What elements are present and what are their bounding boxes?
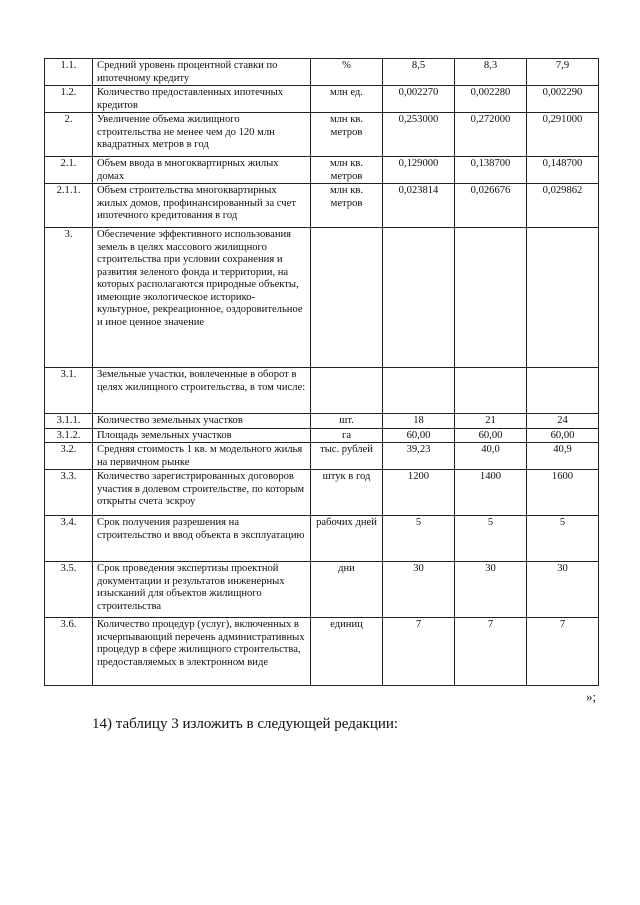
closing-quote: »;	[586, 689, 597, 704]
row-value-2: 5	[455, 516, 527, 562]
row-value-3: 30	[527, 562, 599, 618]
row-number: 3.3.	[45, 470, 93, 516]
row-unit: млн ед.	[311, 86, 383, 113]
row-value-1	[383, 368, 455, 414]
row-number: 3.4.	[45, 516, 93, 562]
row-value-3: 60,00	[527, 428, 599, 443]
table-row	[45, 86, 599, 113]
row-unit: штук в год	[311, 470, 383, 516]
row-name: Обеспечение эффективного использования земель в целях массового жилищного строительства при условии сохранения и развития зеленого фонда и территории, на которых располагаются природные объекты, имеющие экологическое историко-культурное, рекреационное, оздоровительное и иное ценное значение	[93, 228, 311, 368]
indicators-table-body	[45, 59, 599, 686]
row-value-2	[455, 228, 527, 368]
row-value-3: 5	[527, 516, 599, 562]
row-name: Увеличение объема жилищного строительства не менее чем до 120 млн квадратных метров в год	[93, 113, 311, 157]
row-name: Средняя стоимость 1 кв. м модельного жилья на первичном рынке	[93, 443, 311, 470]
amendment-paragraph: 14) таблицу 3 изложить в следующей редакции:	[92, 716, 399, 732]
row-value-3	[527, 368, 599, 414]
row-unit: тыс. рублей	[311, 443, 383, 470]
row-value-2: 40,0	[455, 443, 527, 470]
row-number: 3.2.	[45, 443, 93, 470]
row-unit: млн кв. метров	[311, 184, 383, 228]
row-name: Количество предоставленных ипотечных кредитов	[93, 86, 311, 113]
table-row	[45, 113, 599, 157]
row-value-1: 0,023814	[383, 184, 455, 228]
table-row	[45, 618, 599, 686]
row-unit: %	[311, 59, 383, 86]
row-name: Срок проведения экспертизы проектной документации и результатов инженерных изысканий для объектов жилищного строительства	[93, 562, 311, 618]
row-value-1: 30	[383, 562, 455, 618]
row-number: 1.2.	[45, 86, 93, 113]
row-number: 3.	[45, 228, 93, 368]
row-number: 3.1.2.	[45, 428, 93, 443]
row-unit: единиц	[311, 618, 383, 686]
row-value-2	[455, 368, 527, 414]
row-name: Количество земельных участков	[93, 414, 311, 429]
row-value-3: 0,029862	[527, 184, 599, 228]
row-name: Объем строительства многоквартирных жилых домов, профинансированный за счет ипотечного кредитования в год	[93, 184, 311, 228]
row-name: Количество зарегистрированных договоров участия в долевом строительстве, по которым открыты счета эскроу	[93, 470, 311, 516]
row-number: 3.6.	[45, 618, 93, 686]
row-name: Срок получения разрешения на строительство и ввод объекта в эксплуатацию	[93, 516, 311, 562]
row-value-2: 0,272000	[455, 113, 527, 157]
table-row	[45, 368, 599, 414]
row-value-1: 8,5	[383, 59, 455, 86]
row-value-2: 1400	[455, 470, 527, 516]
row-value-2: 60,00	[455, 428, 527, 443]
row-unit: млн кв. метров	[311, 113, 383, 157]
table-row	[45, 157, 599, 184]
row-unit: млн кв. метров	[311, 157, 383, 184]
table-row	[45, 470, 599, 516]
row-unit	[311, 228, 383, 368]
row-unit	[311, 368, 383, 414]
row-value-1: 60,00	[383, 428, 455, 443]
row-value-2: 21	[455, 414, 527, 429]
row-value-2: 0,138700	[455, 157, 527, 184]
row-value-1: 0,253000	[383, 113, 455, 157]
table-row	[45, 184, 599, 228]
row-name: Средний уровень процентной ставки по ипотечному кредиту	[93, 59, 311, 86]
row-number: 2.	[45, 113, 93, 157]
row-number: 3.5.	[45, 562, 93, 618]
row-value-3: 40,9	[527, 443, 599, 470]
row-value-1: 0,002270	[383, 86, 455, 113]
table-row	[45, 414, 599, 429]
row-number: 2.1.	[45, 157, 93, 184]
row-unit: га	[311, 428, 383, 443]
row-name: Площадь земельных участков	[93, 428, 311, 443]
row-value-1: 1200	[383, 470, 455, 516]
row-value-1: 7	[383, 618, 455, 686]
indicators-table	[44, 58, 599, 686]
table-row	[45, 228, 599, 368]
row-value-2: 8,3	[455, 59, 527, 86]
row-value-3: 7	[527, 618, 599, 686]
table-row	[45, 428, 599, 443]
row-value-3: 0,148700	[527, 157, 599, 184]
row-value-1: 0,129000	[383, 157, 455, 184]
row-value-2: 30	[455, 562, 527, 618]
row-value-1: 39,23	[383, 443, 455, 470]
table-row	[45, 443, 599, 470]
row-value-2: 7	[455, 618, 527, 686]
row-name: Количество процедур (услуг), включенных в исчерпывающий перечень административных процедур в сфере жилищного строительства, предоставляемых в электронном виде	[93, 618, 311, 686]
row-value-3: 1600	[527, 470, 599, 516]
row-unit: дни	[311, 562, 383, 618]
row-name: Объем ввода в многоквартирных жилых домах	[93, 157, 311, 184]
row-value-1: 5	[383, 516, 455, 562]
table-row	[45, 562, 599, 618]
row-value-3: 7,9	[527, 59, 599, 86]
row-number: 3.1.	[45, 368, 93, 414]
row-value-2: 0,002280	[455, 86, 527, 113]
row-value-1: 18	[383, 414, 455, 429]
table-row	[45, 59, 599, 86]
row-number: 1.1.	[45, 59, 93, 86]
row-value-2: 0,026676	[455, 184, 527, 228]
row-name: Земельные участки, вовлеченные в оборот в целях жилищного строительства, в том числе:	[93, 368, 311, 414]
row-value-3: 24	[527, 414, 599, 429]
row-value-1	[383, 228, 455, 368]
row-unit: рабочих дней	[311, 516, 383, 562]
row-value-3	[527, 228, 599, 368]
row-value-3: 0,291000	[527, 113, 599, 157]
row-value-3: 0,002290	[527, 86, 599, 113]
row-number: 3.1.1.	[45, 414, 93, 429]
row-unit: шт.	[311, 414, 383, 429]
row-number: 2.1.1.	[45, 184, 93, 228]
table-row	[45, 516, 599, 562]
